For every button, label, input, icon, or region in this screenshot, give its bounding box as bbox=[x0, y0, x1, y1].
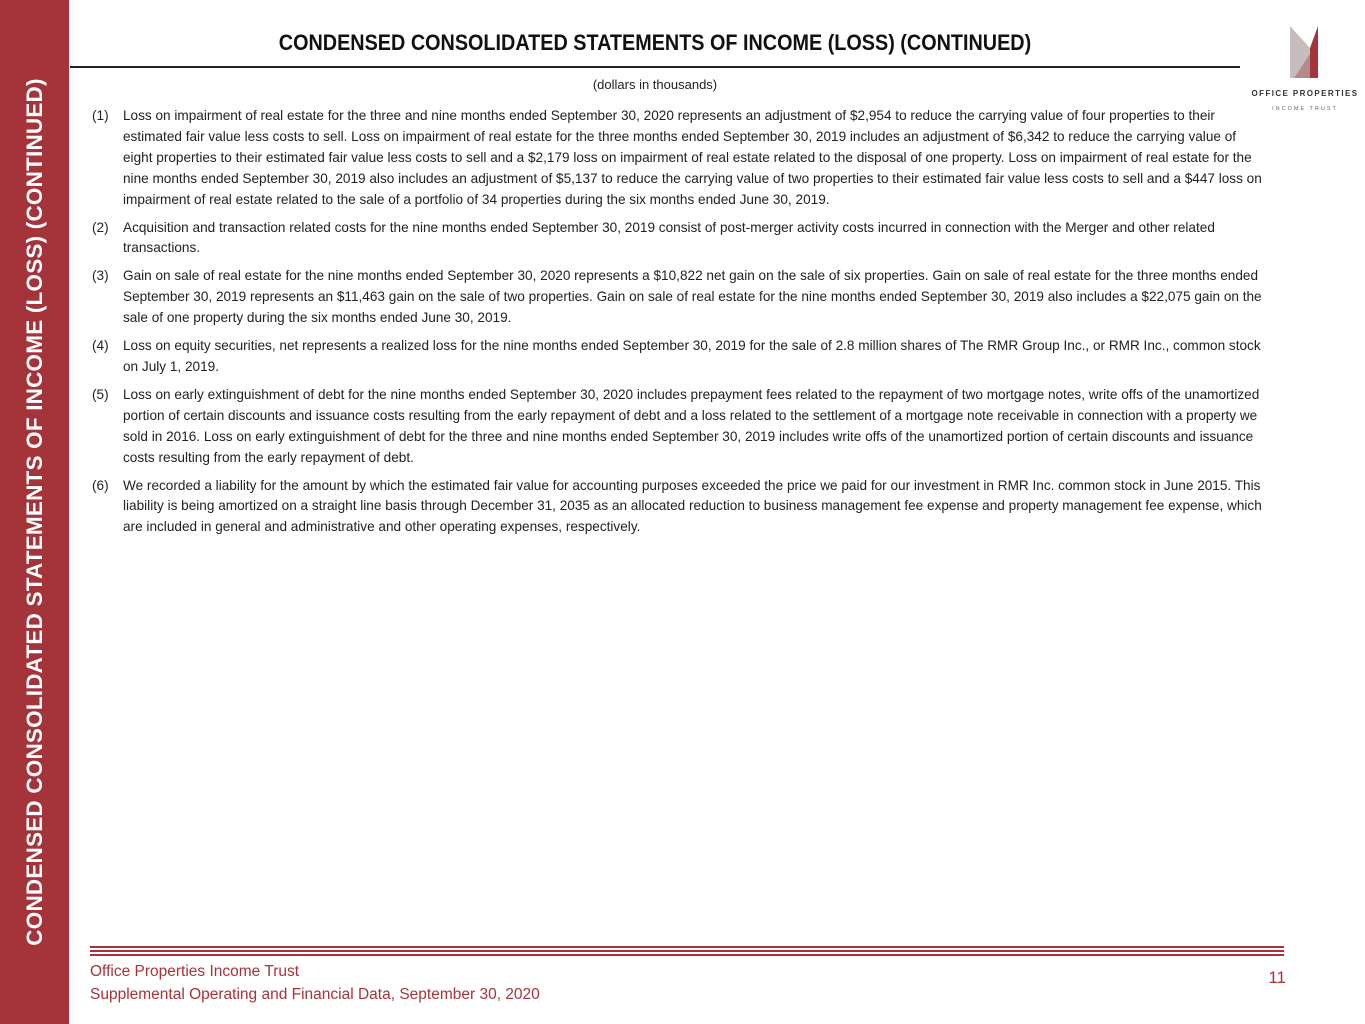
office-properties-logo-icon bbox=[1250, 20, 1360, 120]
page-subtitle: (dollars in thousands) bbox=[592, 77, 718, 92]
logo-name: OFFICE PROPERTIES bbox=[1251, 89, 1359, 98]
footer-subtitle: Supplemental Operating and Financial Data, September 30, 2020 bbox=[90, 986, 540, 1003]
footer-company: Office Properties Income Trust bbox=[90, 963, 300, 980]
footnote-text: We recorded a liability for the amount by which the estimated fair value for accounting purposes exceeded the price we paid for our investment in RMR Inc. common stock in June 2015. This liability is being amortized on a straight line basis through December 31, 2035 as an allocated reduction to business management fee expense and property management fee expense, which are included in general and administrative and other operating expenses, respectively. bbox=[123, 477, 1262, 535]
footnote-number: (4) bbox=[92, 338, 109, 354]
footnote-number: (1) bbox=[92, 108, 109, 123]
footnote bbox=[92, 385, 1262, 469]
footnote-text: Gain on sale of real estate for the nine months ended September 30, 2020 represents a $10,822 net gain on the sale of six properties. Gain on sale of real estate for the three months ended September 30, 2019 represents an $11,463 gain on the sale of two properties. Gain on sale of real estate for the nine months ended September 30, 2019 also includes a $22,075 gain on the sale of one property during the six months ended June 30, 2019. bbox=[123, 268, 1262, 326]
footnote-text: Loss on early extinguishment of debt for the nine months ended September 30, 2020 includes prepayment fees related to the repayment of two mortgage notes, write offs of the unamortized portion of certain discounts and issuance costs resulting from the early repayment of debt and a loss related to the settlement of a mortgage note receivable in connection with a property we sold in 2016. Loss on early extinguishment of debt for the three and nine months ended September 30, 2019 includes write offs of the unamortized portion of certain discounts and issuance costs resulting from the early repayment of debt. bbox=[123, 386, 1260, 465]
footnote bbox=[92, 106, 1262, 211]
title-divider bbox=[70, 66, 1240, 68]
page-number: 11 bbox=[1268, 968, 1286, 987]
footnote bbox=[92, 266, 1262, 329]
side-banner-label: CONDENSED CONSOLIDATED STATEMENTS OF INCOME (LOSS) (CONTINUED) bbox=[22, 78, 47, 946]
footnote bbox=[92, 218, 1262, 260]
footnote-number: (5) bbox=[92, 386, 109, 402]
footnote-text: Loss on impairment of real estate for the three and nine months ended September 30, 2020 represents an adjustment of $2,954 to reduce the carrying value of four properties to their estimated fair value less costs to sell. Loss on impairment of real estate for the three months ended September 30, 2019 includes an adjustment of $6,342 to reduce the carrying value of eight properties to their estimated fair value less costs to sell and a $2,179 loss on impairment of real estate related to the disposal of one property. Loss on impairment of real estate for the nine months ended September 30, 2019 also includes an adjustment of $5,137 to reduce the carrying value of two properties to their estimated fair value less costs to sell and a $447 loss on impairment of real estate related to the sale of a portfolio of 34 properties during the six months ended June 30, 2019. bbox=[123, 108, 1262, 207]
footnote-number: (2) bbox=[92, 219, 109, 235]
footnote bbox=[92, 476, 1262, 539]
footnote-text: Acquisition and transaction related costs for the nine months ended September 30, 2019 consist of post-merger activity costs incurred in connection with the Merger and other related transactions. bbox=[123, 219, 1215, 256]
footer-divider bbox=[90, 946, 1284, 958]
footnote-number: (3) bbox=[92, 268, 109, 284]
logo-subname: INCOME TRUST bbox=[1272, 106, 1338, 112]
footnotes bbox=[92, 106, 1262, 545]
footnote bbox=[92, 336, 1262, 378]
page-title: CONDENSED CONSOLIDATED STATEMENTS OF INCOME (LOSS) (CONTINUED) bbox=[278, 30, 1032, 55]
footnote-number: (6) bbox=[92, 477, 109, 493]
side-banner bbox=[0, 0, 69, 1024]
footnote-text: Loss on equity securities, net represents a realized loss for the nine months ended September 30, 2019 for the sale of 2.8 million shares of The RMR Group Inc., or RMR Inc., common stock on July 1, 2019. bbox=[123, 338, 1261, 374]
